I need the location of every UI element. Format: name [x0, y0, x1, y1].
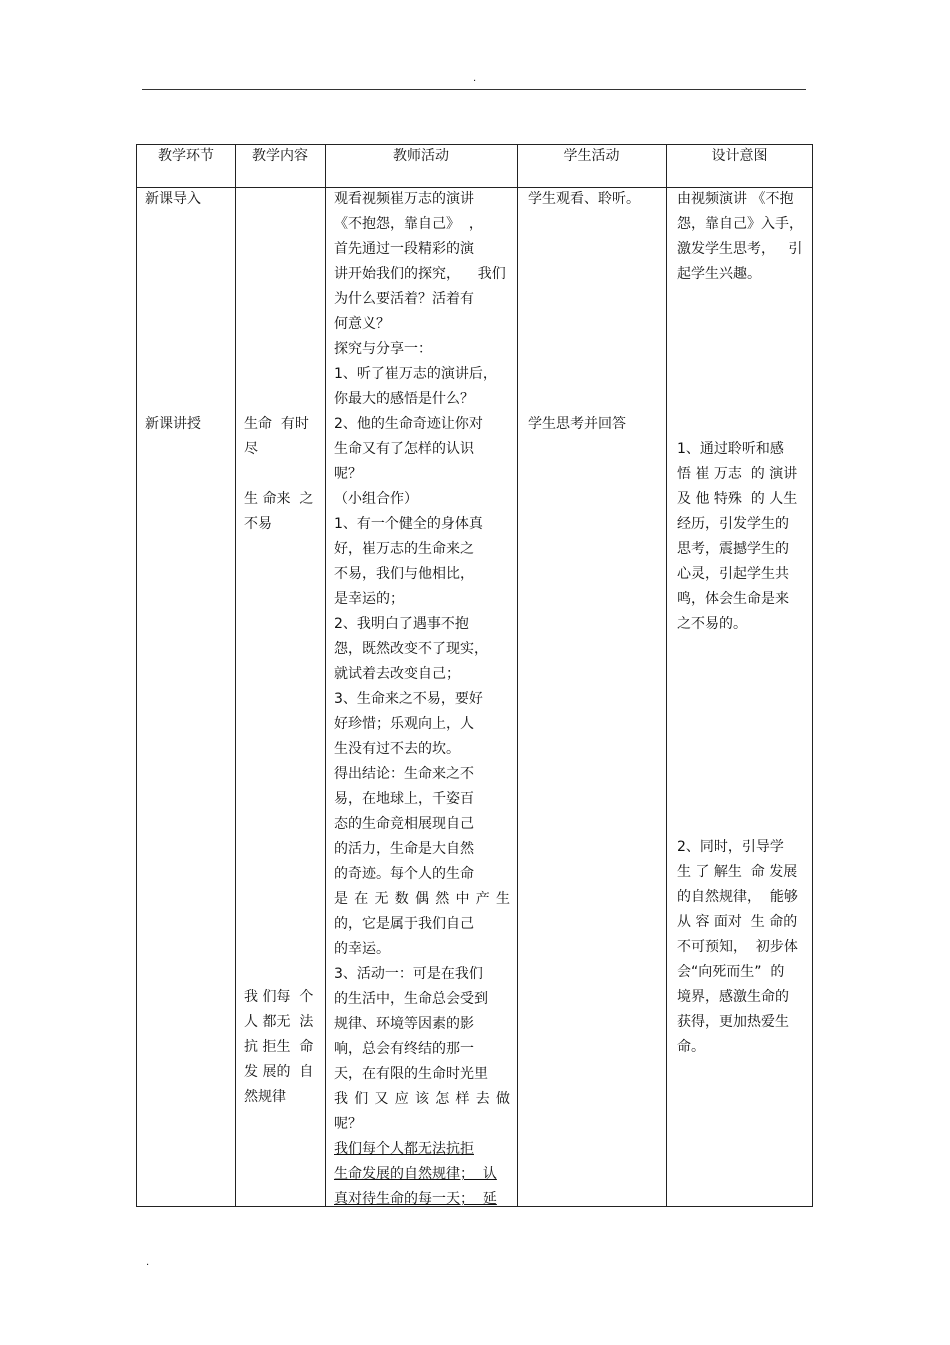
design-line: 生 了 解生 命 发展: [677, 864, 798, 880]
teacher-line: 呢？: [334, 466, 362, 482]
content-line: 生命 有时: [244, 416, 309, 432]
design-line: 1、通过聆听和感: [677, 441, 784, 457]
stage-line: [145, 212, 229, 237]
content-block: [244, 487, 316, 537]
header-teacher-activity: 教师活动: [393, 148, 449, 164]
content-block: [244, 412, 316, 462]
teacher-line: 易，在地球上，千姿百: [334, 791, 474, 807]
header-rule: [142, 89, 806, 90]
student-line: [528, 312, 662, 337]
design-line: 命。: [677, 1039, 705, 1055]
stage-line: [145, 262, 229, 287]
student-line: [528, 362, 662, 387]
stage-line: [145, 362, 229, 387]
teacher-line: 的奇迹。每个人的生命: [334, 866, 474, 882]
teacher-line: 生命发展的自然规律； 认: [334, 1166, 497, 1182]
stage-line: 新课导入: [145, 191, 201, 207]
teacher-line: 为什么要活着？活着有: [334, 291, 474, 307]
design-line: 心灵，引起学生共: [677, 566, 789, 582]
header-design-intent: 设计意图: [711, 148, 768, 164]
teacher-line: 观看视频崔万志的演讲: [334, 191, 474, 207]
teacher-line: 呢？: [334, 1116, 362, 1132]
teacher-line: 的活力，生命是大自然: [334, 841, 474, 857]
teacher-line: 的，它是属于我们自己: [334, 916, 474, 932]
student-line: [528, 337, 662, 362]
teacher-line: 就试着去改变自己；: [334, 666, 460, 682]
design-line: 悟 崔 万志 的 演讲: [677, 466, 798, 482]
teacher-line: （小组合作）: [334, 491, 418, 507]
column-divider: [325, 145, 326, 1206]
column-divider: [235, 145, 236, 1206]
content-line: 不易: [244, 516, 272, 532]
content-line: 抗 拒生 命: [244, 1039, 314, 1055]
lesson-plan-table: [136, 144, 813, 1207]
design-intent-block: [677, 187, 809, 287]
teacher-line: 讲开始我们的探究， 我们: [334, 266, 506, 282]
student-line: 学生观看、聆听。: [528, 191, 640, 207]
teacher-line: 2、他的生命奇迹让你对: [334, 416, 483, 432]
stage-line: [145, 237, 229, 262]
student-line: [528, 212, 662, 237]
teacher-line: 是在无数偶然中产生: [334, 891, 510, 907]
teacher-line: 的幸运。: [334, 941, 390, 957]
teacher-line: 规律、环境等因素的影: [334, 1016, 474, 1032]
design-line: 从 容 面对 生 命的: [677, 914, 798, 930]
stage-line: [145, 287, 229, 312]
design-line: 经历，引发学生的: [677, 516, 789, 532]
teacher-line: 我们每个人都无法抗拒: [334, 1141, 474, 1157]
teacher-line: 的生活中，生命总会受到: [334, 991, 488, 1007]
student-line: [528, 237, 662, 262]
design-line: 会“向死而生” 的: [677, 964, 785, 980]
stage-line: [145, 387, 229, 412]
stage-line: 新课讲授: [145, 416, 201, 432]
teacher-line: 3、活动一：可是在我们: [334, 966, 483, 982]
column-divider: [517, 145, 518, 1206]
design-line: 怨，靠自己》入手，: [677, 216, 803, 232]
teacher-line: 怨，既然改变不了现实，: [334, 641, 488, 657]
content-line: 然规律: [244, 1089, 286, 1105]
teacher-line: 好，崔万志的生命来之: [334, 541, 474, 557]
design-line: 由视频演讲 《不抱: [677, 191, 794, 207]
teacher-line: 生命又有了怎样的认识: [334, 441, 474, 457]
teacher-line: 何意义？: [334, 316, 390, 332]
teacher-line: 3、生命来之不易，要好: [334, 691, 483, 707]
content-line: 尽: [244, 441, 258, 457]
column-divider: [666, 145, 667, 1206]
teacher-line: 1、听了崔万志的演讲后，: [334, 366, 497, 382]
teacher-line: 2、我明白了遇事不抱: [334, 616, 469, 632]
design-line: 获得，更加热爱生: [677, 1014, 789, 1030]
design-line: 激发学生思考， 引: [677, 241, 803, 257]
teacher-line: 我们又应该怎样去做: [334, 1091, 510, 1107]
design-line: 境界，感激生命的: [677, 989, 789, 1005]
content-block: [244, 985, 316, 1110]
design-line: 的自然规律， 能够: [677, 889, 798, 905]
student-line: [528, 262, 662, 287]
teacher-line: 不易，我们与他相比，: [334, 566, 474, 582]
design-intent-block: [677, 437, 809, 637]
content-line: 生 命来 之: [244, 491, 314, 507]
student-activity-column: [528, 187, 662, 437]
content-line: 发 展的 自: [244, 1064, 314, 1080]
student-line: [528, 287, 662, 312]
teacher-line: 首先通过一段精彩的演: [334, 241, 474, 257]
teacher-line: 《不抱怨，靠自己》 ，: [334, 216, 483, 232]
header-mark: .: [473, 73, 477, 84]
teacher-line: 真对待生命的每一天； 延: [334, 1191, 497, 1207]
stage-column: [145, 187, 229, 437]
design-line: 思考，震撼学生的: [677, 541, 789, 557]
design-line: 鸣，体会生命是来: [677, 591, 789, 607]
teacher-line: 响，总会有终结的那一: [334, 1041, 474, 1057]
header-stage: 教学环节: [158, 148, 214, 164]
footer-mark: .: [146, 1257, 150, 1268]
teacher-line: 得出结论：生命来之不: [334, 766, 474, 782]
teacher-line: 探究与分享一：: [334, 341, 432, 357]
design-line: 之不易的。: [677, 616, 747, 632]
stage-line: [145, 312, 229, 337]
design-line: 不可预知， 初步体: [677, 939, 798, 955]
header-content: 教学内容: [252, 148, 308, 164]
teacher-line: 态的生命竞相展现自己: [334, 816, 474, 832]
teacher-line: 1、有一个健全的身体真: [334, 516, 483, 532]
content-line: 人 都无 法: [244, 1014, 314, 1030]
teacher-line: 生没有过不去的坎。: [334, 741, 460, 757]
design-intent-block: [677, 835, 809, 1060]
teacher-line: 天，在有限的生命时光里: [334, 1066, 488, 1082]
teacher-line: 好珍惜；乐观向上，人: [334, 716, 474, 732]
teacher-activity-column: [334, 187, 510, 1212]
design-line: 及 他 特殊 的 人生: [677, 491, 798, 507]
design-line: 2、同时，引导学: [677, 839, 784, 855]
student-line: [528, 387, 662, 412]
content-line: 我 们每 个: [244, 989, 314, 1005]
stage-line: [145, 337, 229, 362]
student-line: 学生思考并回答: [528, 416, 626, 432]
teacher-line: 是幸运的；: [334, 591, 404, 607]
header-student-activity: 学生活动: [563, 148, 620, 164]
design-line: 起学生兴趣。: [677, 266, 761, 282]
teacher-line: 你最大的感悟是什么？: [334, 391, 474, 407]
